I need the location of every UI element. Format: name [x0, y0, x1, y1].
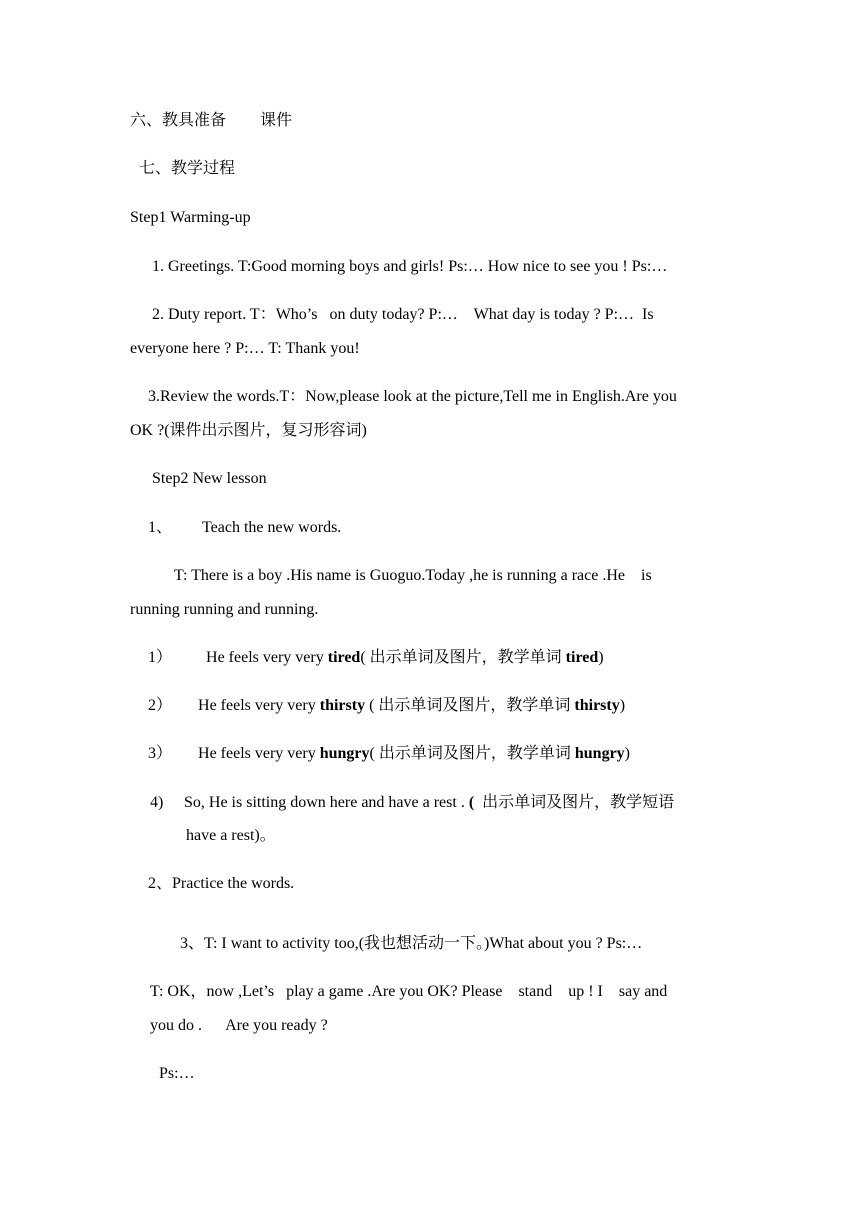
section-6-heading	[130, 111, 292, 131]
item-4-line-1: So, He is sitting down here and have a rest . ( 出示单词及图片，教学短语	[184, 794, 675, 811]
story-line-1: T: There is a boy .His name is Guoguo.Today ,he is running a race .He is	[174, 567, 652, 584]
teach-heading	[148, 518, 341, 538]
section-7-heading: 七、教学过程	[139, 160, 236, 177]
story-line-2: running running and running.	[130, 601, 319, 618]
review-line-1: 3.Review the words.T：Now,please look at the picture,Tell me in English.Are you	[148, 388, 677, 405]
vocab-word: hungry	[574, 745, 625, 762]
teach-title: Teach the new words.	[202, 519, 342, 536]
vocab-word: tired	[327, 649, 361, 666]
vocab-word: thirsty	[319, 697, 366, 714]
vocab-item-tired: 1） He feels very very tired( 出示单词及图片，教学单词 tired)	[148, 649, 604, 666]
step1-title: Step1 Warming-up	[130, 209, 251, 226]
vocab-word: tired	[565, 649, 599, 666]
game-line-2: you do . Are you ready ?	[150, 1017, 328, 1034]
vocab-word: thirsty	[574, 697, 620, 714]
item-number: 2）	[148, 697, 173, 714]
vocab-item-thirsty: 2） He feels very very thirsty ( 出示单词及图片，教学单词 thirsty)	[148, 697, 626, 714]
step2-title: Step2 New lesson	[152, 470, 267, 487]
section-6-value: 课件	[260, 112, 293, 129]
duty-report-line-1: 2. Duty report. T：Who’s on duty today? P:… What day is today ? P:… Is	[152, 306, 654, 323]
review-line-2: OK ?(课件出示图片，复习形容词)	[130, 422, 367, 439]
game-line-1: T: OK，now ,Let’s play a game .Are you OK? Please stand up ! I say and	[150, 983, 668, 1000]
practice-line: 2、Practice the words.	[148, 875, 295, 892]
item-4-line-2: have a rest)。	[186, 827, 276, 844]
vocab-item-hungry: 3） He feels very very hungry( 出示单词及图片，教学单词 hungry)	[148, 745, 630, 762]
teach-number: 1、	[148, 519, 173, 536]
item-4-number: 4)	[150, 794, 164, 811]
duty-report-line-2: everyone here ? P:… T: Thank you!	[130, 340, 360, 357]
vocab-word: hungry	[319, 745, 370, 762]
item-number: 1）	[148, 649, 173, 666]
activity-line: 3、T: I want to activity too,(我也想活动一下。)What about you ? Ps:…	[180, 935, 643, 952]
greetings-line: 1. Greetings. T:Good morning boys and girls! Ps:… How nice to see you ! Ps:…	[152, 258, 668, 275]
section-6-label: 六、教具准备	[130, 112, 227, 129]
ps-ending-line: Ps:…	[159, 1065, 195, 1082]
item-number: 3）	[148, 745, 173, 762]
